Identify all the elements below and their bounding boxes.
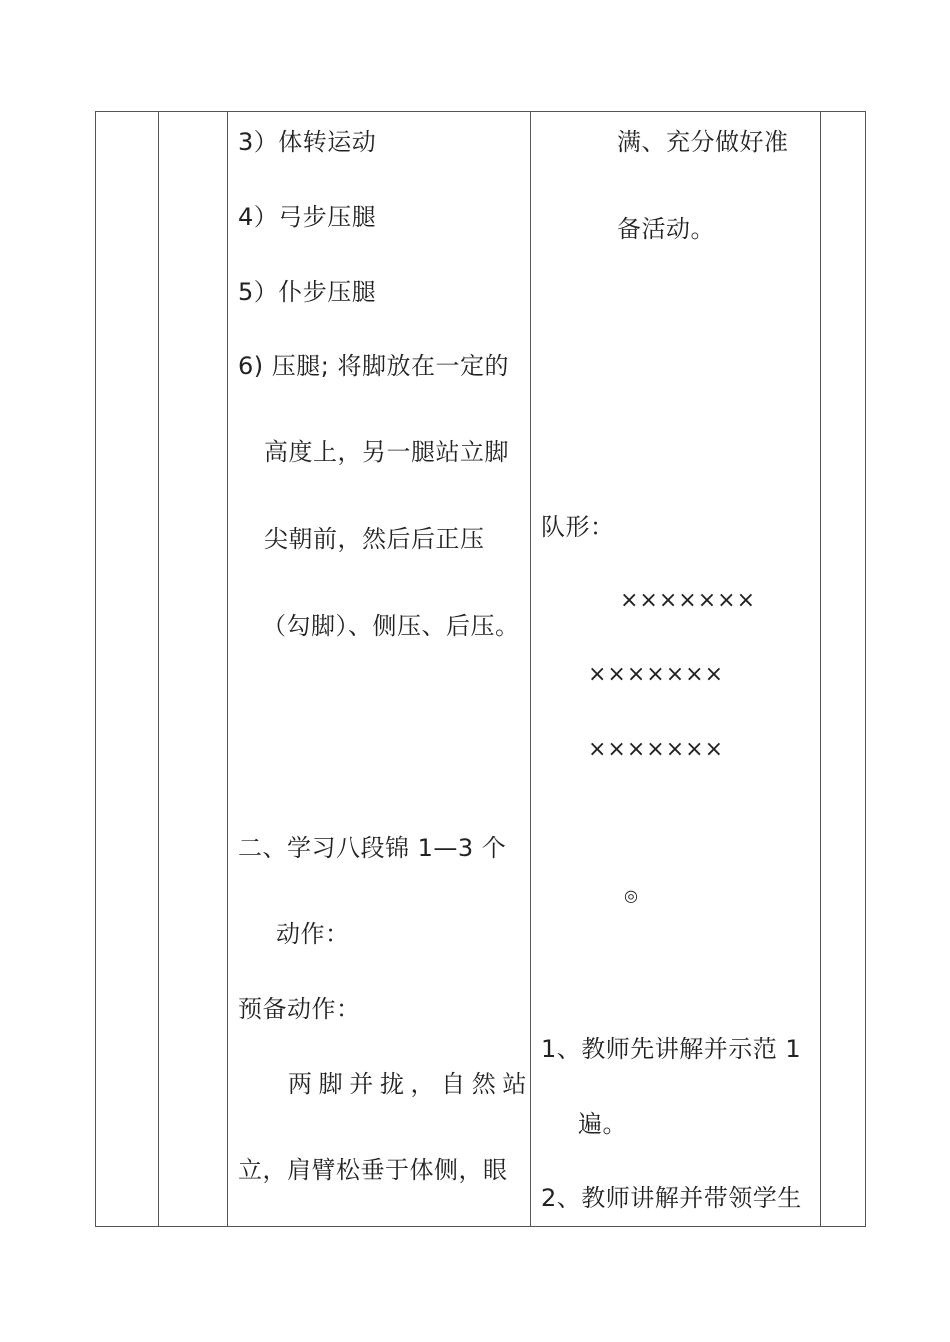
- formation-row: ×××××××: [620, 588, 757, 613]
- column-divider-3: [530, 111, 531, 1227]
- content-line: 高度上，另一腿站立脚: [264, 438, 509, 466]
- column-divider-4: [820, 111, 821, 1227]
- column-divider-2: [227, 111, 228, 1227]
- content-line: 3）体转运动: [238, 128, 377, 156]
- method-line: 2、教师讲解并带领学生: [541, 1184, 802, 1212]
- content-line: 动作：: [276, 920, 350, 948]
- method-line: 1、教师先讲解并示范 1: [541, 1035, 802, 1063]
- section-heading: 二、学习八段锦 1—3 个: [238, 834, 507, 862]
- content-line: 两 脚 并 拢 ， 自 然 站: [288, 1070, 526, 1098]
- content-line: 立，肩臂松垂于体侧，眼: [238, 1156, 508, 1184]
- content-line: 尖朝前，然后后正压: [264, 525, 485, 553]
- content-line: （勾脚）、侧压、后压。: [262, 612, 520, 640]
- content-line: 5）仆步压腿: [238, 278, 377, 306]
- formation-label: 队形：: [541, 513, 615, 541]
- column-divider-1: [158, 111, 159, 1227]
- content-line: 4）弓步压腿: [238, 203, 377, 231]
- formation-row: ×××××××: [588, 737, 725, 762]
- method-line: 遍。: [578, 1110, 627, 1138]
- method-line: 备活动。: [617, 215, 715, 243]
- content-line: 预备动作：: [238, 995, 361, 1023]
- method-line: 满、充分做好准: [617, 128, 789, 156]
- teacher-marker-icon: ◎: [624, 886, 638, 905]
- content-line: 6) 压腿; 将脚放在一定的: [238, 352, 509, 380]
- formation-row: ×××××××: [588, 662, 725, 687]
